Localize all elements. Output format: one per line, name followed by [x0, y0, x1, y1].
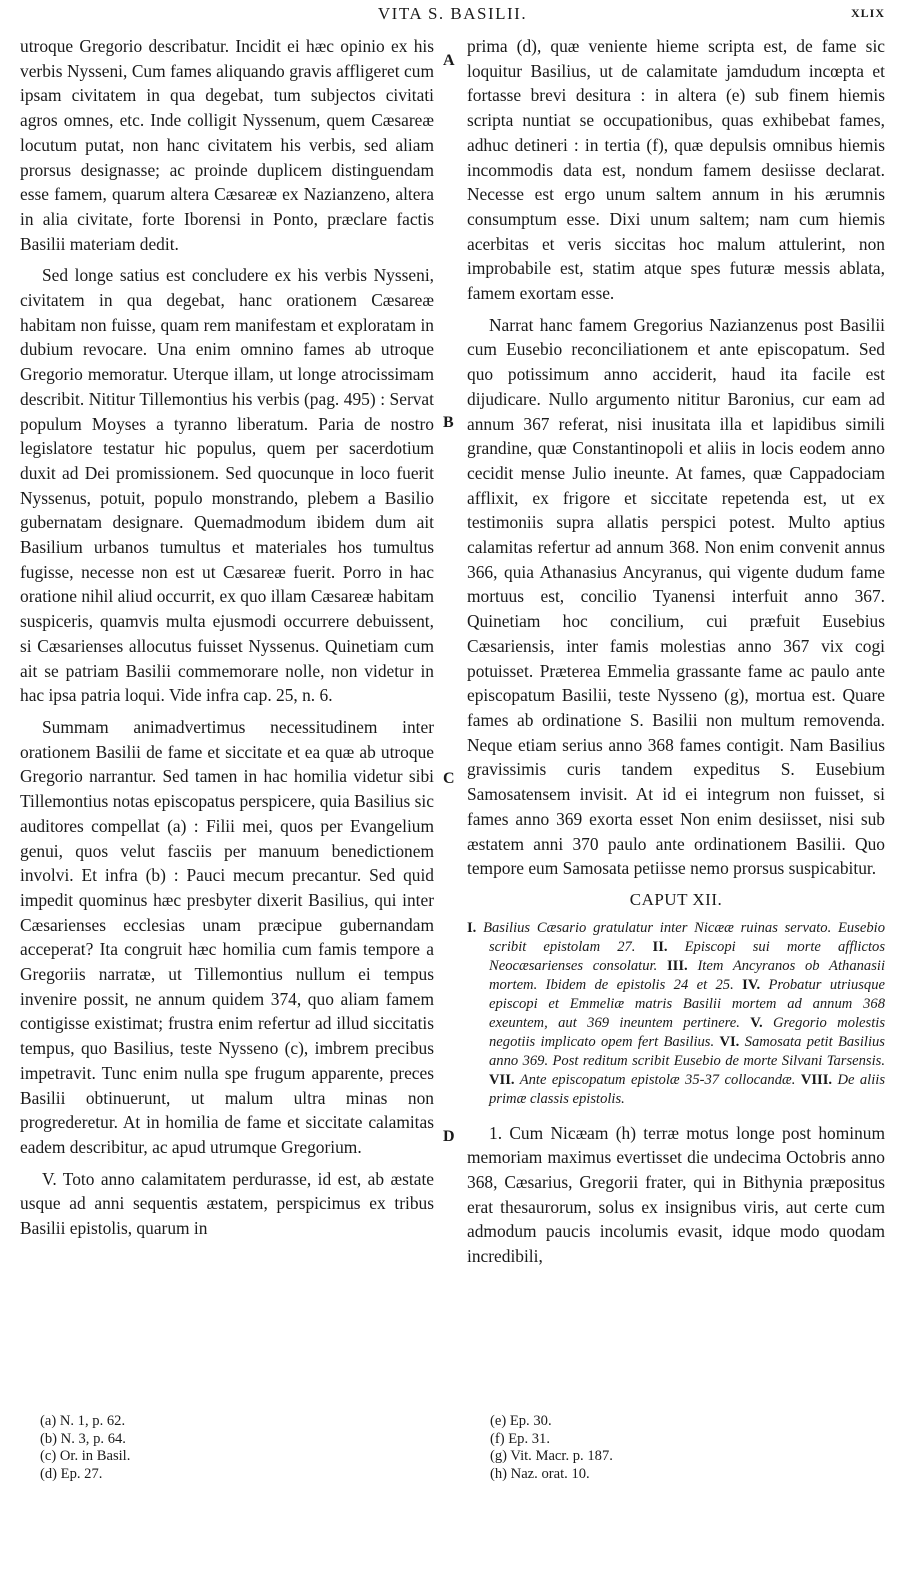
footnote: (g) Vit. Macr. p. 187.	[490, 1448, 613, 1464]
summary-numeral: II.	[652, 938, 668, 955]
footnote: (a) N. 1, p. 62.	[40, 1413, 126, 1429]
paragraph: prima (d), quæ veniente hieme scripta est, de fame sic loquitur Basilius, ut de calamitate jamdudum incœpta et fortasse brevi desitura : in altera (e) sub finem hiemis scripta nuntiat se occupationibus, quas exhibebat fames, adhuc detineri : in tertia (f), quæ depulsis omnibus hiemis incommodis data est, nondum famem desiisse declarat. Necesse est ergo unum saltem annum in his ærumnis consumptum esse. Dixi unum saltem; nam cum hiemis acerbitas et veris siccitas hoc malum attulerint, non improbabile est, statim atque spes futuræ messis ablata, famem exortam esse.	[467, 36, 885, 304]
footnote: (c) Or. in Basil.	[40, 1448, 131, 1464]
margin-letter-a: A	[443, 52, 455, 69]
footnote: (e) Ep. 30.	[490, 1413, 552, 1429]
margin-letter-d: D	[443, 1128, 455, 1145]
paragraph: 1. Cum Nicæam (h) terræ motus longe post hominum memoriam maximus evertisset die undecima Octobris anno 368, Cæsarius, Gregorii frater, qui in Bithynia præpositus erat thesaurorum, solus ex insignibus viris, aut certe cum admodum paucis incolumis evasit, idque modo quodam incredibili,	[467, 1122, 885, 1267]
footnote: (f) Ep. 31.	[490, 1430, 550, 1447]
summary-text: Basilius Cæsario gratulatur inter Nicææ ruinas servato. Eusebio scribit epistolam 27.	[483, 919, 885, 955]
paragraph: utroque Gregorio describatur. Incidit ei hæc opinio ex his verbis Nysseni, Cum fames aliquando gravis affligeret cum ipsam civitatem in qua degebat, tum subjectos civitati agros omnes, etc. Inde colligit Nyssenum, quem Cæsareæ locutum putat, non hanc civitatem his verbis, sed aliam prorsus designasse; ac proinde duplicem distinguendam esse famem, quarum altera Cæsareæ ex Nazianzeno, altera in alia civitate, forte Iborensi in Ponto, præclare factis Basilii materiam dedit.	[20, 36, 434, 254]
paragraph: V. Toto anno calamitatem perdurasse, id est, ab æstate usque ad anni sequentis æstatem, perspicimus ex tribus Basilii epistolis, quarum in	[20, 1168, 434, 1239]
summary-text: Samosata petit Basilius anno 369. Post reditum scribit Eusebio de morte Silvani Tarsensis.	[489, 1033, 885, 1069]
footnote: (d) Ep. 27.	[40, 1465, 103, 1482]
summary-text: Gregorio molestis negotiis implicato opem fert Basilius.	[489, 1014, 885, 1050]
margin-letter-c: C	[443, 770, 455, 787]
footnote: (h) Naz. orat. 10.	[490, 1465, 590, 1482]
page-header	[20, 4, 885, 26]
margin-letter-b: B	[443, 414, 454, 431]
paragraph: Sed longe satius est concludere ex his verbis Nysseni, civitatem in qua degebat, hanc orationem Cæsareæ habitam non fuisse, quam rem manifestam et exploratam in dubium revocare. Una enim omnino fames ab utroque Gregorio memoratur. Uterque illam, ut longe atrocissimam describit. Nititur Tillemontius his verbis (pag. 495) : Servat populum Moyses a tyranno liberatum. Paria de nostro legislatore testatur hic populus, quem per sacerdotium duxit ad Dei promissionem. Sed quocunque in loco fuerit Nyssenus, potuit, populo monstrando, plebem a Basilio gubernatam designare. Quemadmodum ibidem dum ait Basilium urbanos tumultus et materiales hos tumultus fugisse, necesse non est ut Cæsareæ fuerit. Porro in hac oratione nihil aliud occurrit, ex quo illam Cæsareæ habitam suspiceris, quamvis multa ejusmodi occurrere debuissent, si Cæsarienses allocutus fuisset Nyssenus. Quinetiam cum ait se patriam Basilii commemorare nolle, non videtur in hac ipsa patria loqui. Vide infra cap. 25, n. 6.	[20, 265, 434, 706]
summary-numeral: VII.	[489, 1071, 515, 1088]
paragraph: Summam animadvertimus necessitudinem inter orationem Basilii de fame et siccitate et ea quæ ab utroque Gregorio narrantur. Sed tamen in hac homilia videtur sibi Tillemontius notas episcopatus perspicere, quia Basilius sic auditores compellat (a) : Filii mei, quos per Evangelium genui, quos velut fasciis per manuum benedictionem involvi. Et infra (b) : Pauci mecum precantur. Sed quid impedit quominus hæc presbyter dixerit Basilius, qui inter Cæsarienses ecclesias unam præcipue gubernandam acceperat? Ita congruit hæc homilia cum famis tempore a Gregoriis narratæ, ut Tillemontius nullum ei tempus invenire possit, ne annum quidem 374, quo aliam famem contigisse existimat; frustra enim refertur ad illud siccitatis tempus, quo Basilius, teste Nysseno (c), imbrem precibus impetravit. Tunc enim nulla spe frugum apparente, preces Basilii obtinuerunt, ut malum ultra minas non progrederetur. At in homilia de fame et siccitate calamitas eadem describitur, ac apud utrumque Gregorium.	[20, 716, 434, 1157]
summary-numeral: VI.	[719, 1033, 740, 1050]
paragraph: Narrat hanc famem Gregorius Nazianzenus post Basilii cum Eusebio reconciliationem et ante episcopatum. Sed quo potissimum anno acciderit, haud ita facile est dijudicare. Nullo argumento nititur Baronius, cur eam ad annum 367 referat, nisi inusitata illa et lapidibus simili grandine, quæ Constantinopoli et aliis in locis eodem anno cecidit mense Julio ineunte. At fames, quæ Cappadociam afflixit, ex frigore et siccitate repetenda est, ut ex testimoniis supra allatis perspici potest. Multo aptius calamitas refertur ad annum 368. Non enim convenit annus 366, quia Athanasius Ancyranus, qui vigente dudum fame mortuus est, concilio Tyanensi interfuit anno 367. Quinetiam hoc concilium, cui præfuit Eusebius Cæsariensis, inter famis molestias anno 367 vix cogi potuisset. Præterea Emmelia grassante fame ac paulo ante episcopatum Basilii, teste Nysseno (g), mortua est. Quare fames ab ordinatione S. Basilii non multum removenda. Neque etiam serius anno 368 fames contigit. Nam Basilius gravissimis curis tandem expeditus S. Eusebium Samosatensem invisit. At id ei integrum non fuisset, si fames anno 369 exorta esset Non enim desiisset, nisi sub æstatem anni 370 paulo ante ordinationem Basilii. Quo tempore eum Samosata petiisse nemo prorsus suspicabitur.	[467, 314, 885, 879]
summary-text: Item Ancyranos ob Athanasii mortem. Ibidem de epistolis 24 et 25.	[489, 957, 886, 993]
summary-text: De aliis primæ classis epistolis.	[489, 1071, 886, 1107]
footnote: (b) N. 3, p. 64.	[40, 1430, 126, 1447]
right-column	[467, 34, 885, 1276]
chapter-summary	[467, 919, 885, 1109]
footnotes-left	[40, 1413, 130, 1483]
running-title: VITA S. BASILII.	[377, 4, 528, 23]
summary-numeral: V.	[750, 1014, 763, 1031]
summary-numeral: VIII.	[800, 1071, 833, 1088]
summary-numeral: IV.	[742, 976, 761, 993]
summary-text: Ante episcopatum epistolæ 35-37 collocandæ.	[519, 1071, 796, 1088]
chapter-title: CAPUT XII.	[629, 889, 723, 909]
summary-numeral: III.	[667, 957, 688, 974]
page-number: XLIX	[850, 6, 885, 20]
summary-text: Episcopi sui morte afflictos Neocæsarienses consolatur.	[489, 938, 885, 974]
summary-text: Probatur utriusque episcopi et Emmeliæ matris Basilii mortem ad annum 368 exeuntem, aut 369 ineuntem pertinere.	[489, 976, 885, 1031]
left-column	[20, 34, 434, 1248]
summary-numeral: I.	[467, 919, 477, 936]
footnotes-right	[490, 1413, 613, 1483]
